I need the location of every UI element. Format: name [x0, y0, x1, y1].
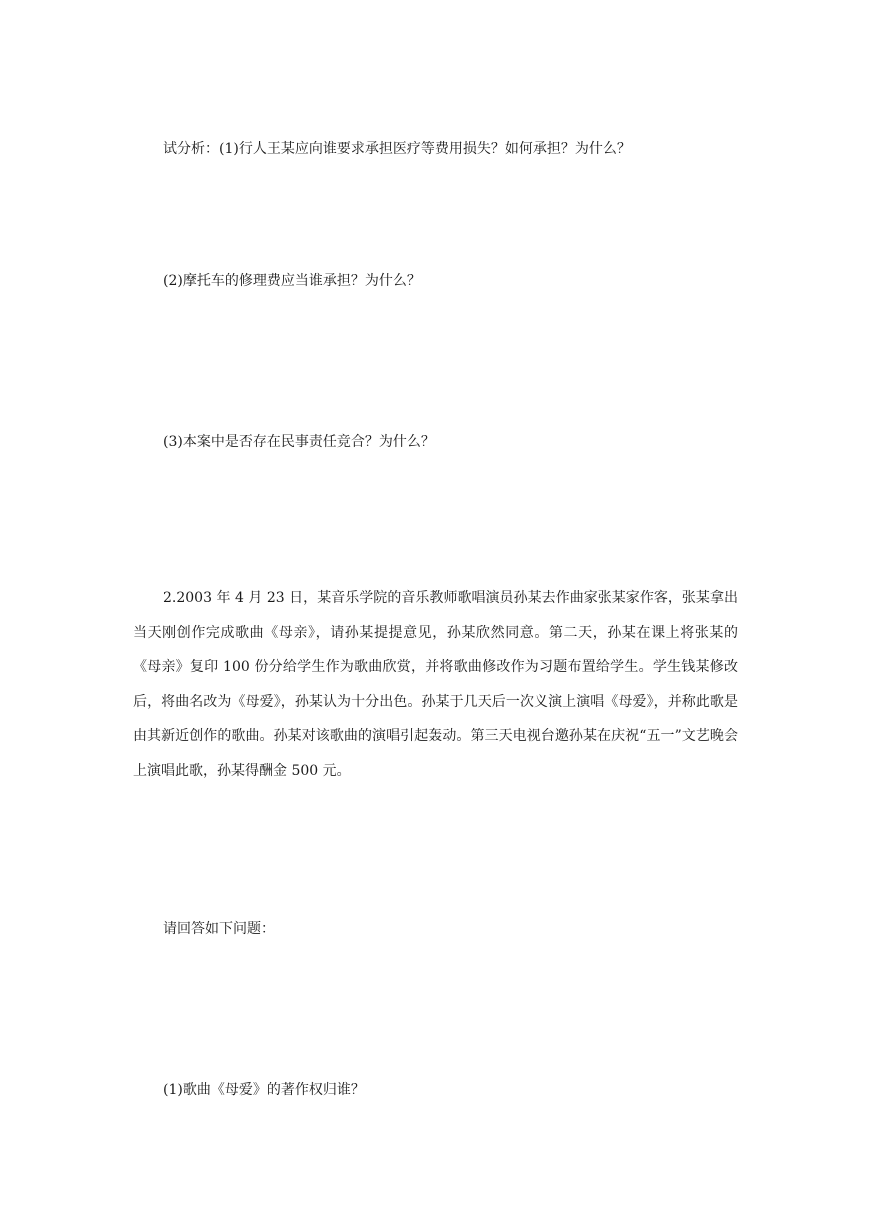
question-1-part-3: (3)本案中是否存在民事责任竞合？为什么？ [163, 434, 435, 450]
question-1-intro: 试分析：(1)行人王某应向谁要求承担医疗等费用损失？如何承担？为什么？ [163, 141, 631, 157]
question-2-part-1: (1)歌曲《母爱》的著作权归谁？ [163, 1082, 365, 1098]
case-2-paragraph: 2.2003 年 4 月 23 日，某音乐学院的音乐教师歌唱演员孙某去作曲家张某家作客，张某拿出当天刚创作完成歌曲《母亲》，请孙某提提意见，孙某欣然同意。第二天，孙某在课上将张某的《母亲》复印 100 份分给学生作为歌曲欣赏，并将歌曲修改作为习题布置给学生。学生钱某修改后，将曲名改为《母爱》，孙某认为十分出色。孙某于几天后一次义演上演唱《母爱》，并称此歌是由其新近创作的歌曲。孙某对该歌曲的演唱引起轰动。第三天电视台邀孙某在庆祝“五一”文艺晚会上演唱此歌，孙某得酬金 500 元。 [133, 590, 738, 779]
question-2-prompt: 请回答如下问题： [163, 921, 275, 937]
question-1-part-2: (2)摩托车的修理费应当谁承担？为什么？ [163, 273, 421, 289]
